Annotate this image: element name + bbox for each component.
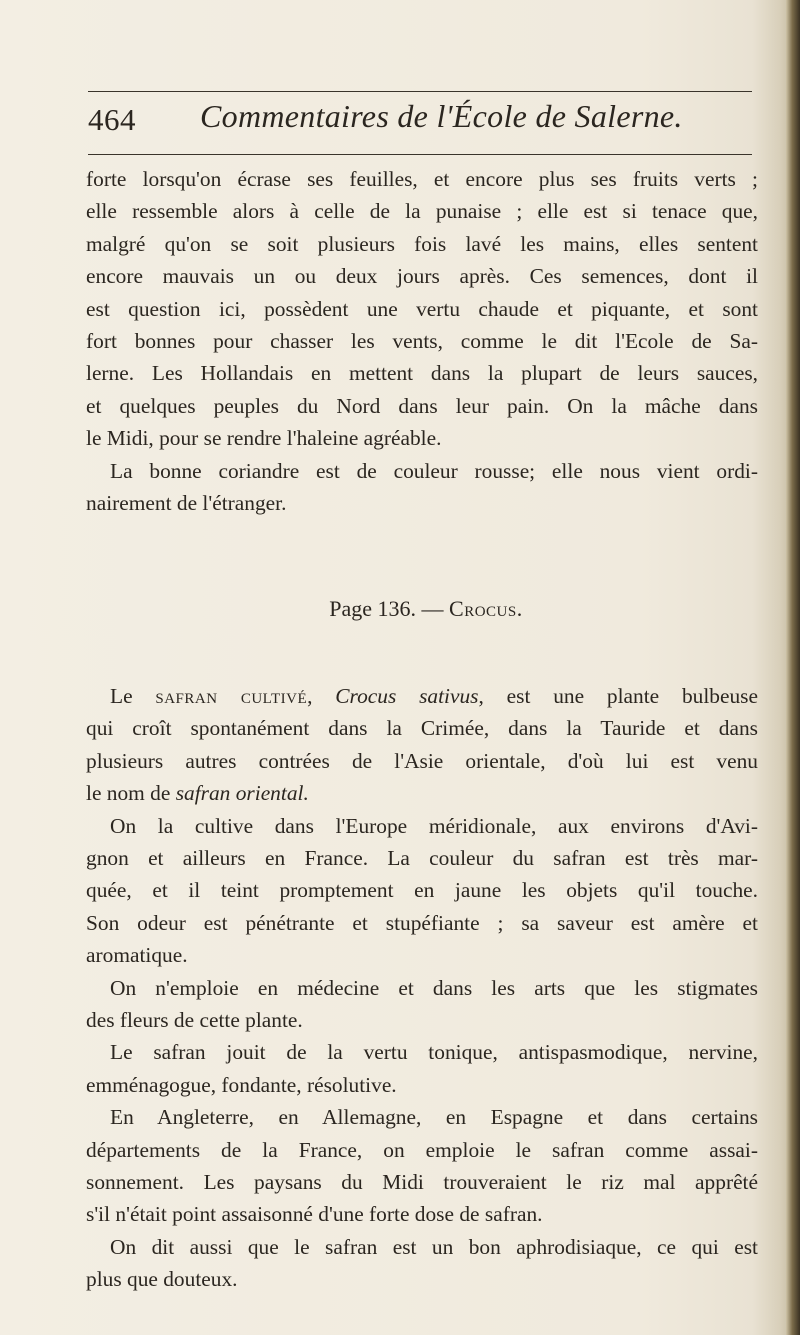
text-run: , est une plante bulbeuse [478, 683, 758, 708]
paragraph-line: On la cultive dans l'Europe méridionale, aux environs d'Avi- [110, 813, 758, 838]
latin-name: Crocus sativus [335, 683, 479, 708]
text-run: , [307, 683, 336, 708]
paragraph-line: lerne. Les Hollandais en mettent dans la plupart de leurs sauces, [86, 361, 758, 386]
page-number: 464 [88, 102, 136, 137]
paragraph-line [86, 777, 758, 809]
paragraph-line: emménagogue, fondante, résolutive. [86, 1072, 397, 1097]
section-heading-name: Crocus. [449, 596, 523, 622]
running-title: Commentaires de l'École de Salerne. [200, 98, 683, 134]
paragraph-line: départements de la France, on emploie le safran comme assai- [86, 1137, 758, 1162]
paragraph-line: On n'emploie en médecine et dans les arts que les stigmates [110, 975, 758, 1000]
paragraph-line: La bonne coriandre est de couleur rousse; elle nous vient ordi- [110, 458, 758, 483]
paragraph-line: et quelques peuples du Nord dans leur pain. On la mâche dans [86, 393, 758, 418]
paragraph-line: elle ressemble alors à celle de la punaise ; elle est si tenace que, [86, 199, 758, 224]
paragraph-line: est question ici, possèdent une vertu chaude et piquante, et sont [86, 296, 758, 321]
paragraph-line: nairement de l'étranger. [86, 491, 287, 516]
paragraph-line [86, 680, 758, 712]
paragraph-line: qui croît spontanément dans la Crimée, dans la Tauride et dans [86, 716, 758, 741]
page-header [88, 98, 752, 148]
text-run: le nom de [86, 781, 176, 806]
text-run: Le [110, 683, 156, 708]
section-heading [86, 593, 758, 625]
header-rule-bottom [88, 154, 752, 155]
paragraph-line: fort bonnes pour chasser les vents, comme le dit l'Ecole de Sa- [86, 329, 758, 354]
paragraph-line: Le safran jouit de la vertu tonique, antispasmodique, nervine, [110, 1040, 758, 1065]
section-heading-prefix: Page 136. — [329, 596, 450, 622]
paragraph-line: Son odeur est pénétrante et stupéfiante ; sa saveur est amère et [86, 910, 758, 935]
paragraph-line: s'il n'était point assaisonné d'une forte dose de safran. [86, 1202, 543, 1227]
paragraph-line: encore mauvais un ou deux jours après. Ces semences, dont il [86, 264, 758, 289]
paragraph-line: On dit aussi que le safran est un bon aphrodisiaque, ce qui est [110, 1234, 758, 1259]
paragraph-line: gnon et ailleurs en France. La couleur du safran est très mar- [86, 845, 758, 870]
italic-term: safran oriental. [175, 781, 309, 806]
paragraph-line: quée, et il teint promptement en jaune les objets qu'il touche. [86, 878, 758, 903]
paragraph-line: plus que douteux. [86, 1267, 238, 1292]
paragraph-line: malgré qu'on se soit plusieurs fois lavé les mains, elles sentent [86, 231, 758, 256]
header-rule-top [88, 91, 752, 92]
paragraph-line: sonnement. Les paysans du Midi trouveraient le riz mal apprêté [86, 1169, 758, 1194]
body-text [86, 163, 758, 1296]
paragraph-line: En Angleterre, en Allemagne, en Espagne et dans certains [110, 1105, 758, 1130]
paragraph-line: le Midi, pour se rendre l'haleine agréable. [86, 426, 442, 451]
small-caps-term: safran cultivé [155, 683, 308, 708]
paragraph-line: forte lorsqu'on écrase ses feuilles, et encore plus ses fruits verts ; [86, 167, 758, 191]
paragraph-line: plusieurs autres contrées de l'Asie orientale, d'où lui est venu [86, 748, 758, 773]
paragraph-line: aromatique. [86, 943, 188, 968]
paragraph-line: des fleurs de cette plante. [86, 1007, 303, 1032]
page-edge-shadow [786, 0, 800, 1335]
